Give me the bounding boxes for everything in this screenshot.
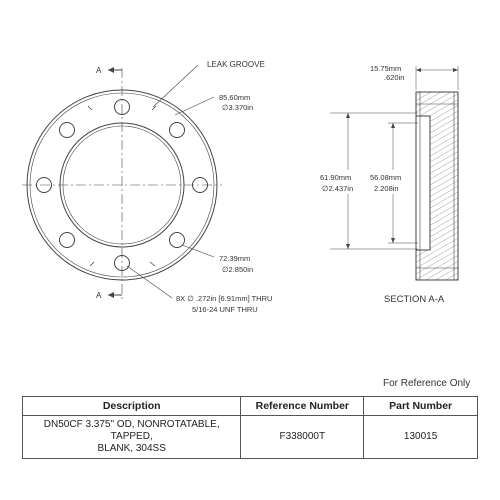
- reference-note: For Reference Only: [383, 378, 471, 389]
- section-title: SECTION A-A: [384, 294, 445, 305]
- holes-note-line2: 5/16-24 UNF THRU: [192, 305, 258, 314]
- cell-description: [23, 416, 241, 459]
- section-marker-bottom: A: [96, 291, 102, 300]
- section-marker-top: A: [96, 66, 102, 75]
- thickness-dim-mm: 15.75mm: [370, 64, 402, 73]
- holes-note-line1: 8X ∅ .272in [6.91mm] THRU: [176, 294, 273, 303]
- knife-edge-dim-in: ∅2.437in: [322, 184, 354, 193]
- parts-table: [22, 396, 478, 459]
- front-view: [22, 65, 222, 300]
- bc-dim-mm: 72.39mm: [219, 254, 251, 263]
- bolt-hole: [170, 123, 185, 138]
- od-leader: [175, 97, 214, 115]
- od-dim-mm: 85.60mm: [219, 93, 251, 102]
- table-row: [23, 416, 478, 459]
- od-dim-in: ∅3.370in: [222, 103, 254, 112]
- table-header-row: [23, 397, 478, 416]
- header-part-number: Part Number: [364, 397, 478, 416]
- thickness-dim-in: .620in: [384, 73, 405, 82]
- leak-groove-leader: [153, 65, 198, 107]
- leak-groove-label: LEAK GROOVE: [207, 60, 265, 69]
- knife-edge-dim-mm: 61.90mm: [320, 173, 352, 182]
- cell-part-number: 130015: [364, 416, 478, 459]
- bore-relief: [416, 116, 430, 250]
- description-line1: DN50CF 3.375" OD, NONROTATABLE, TAPPED,: [43, 419, 220, 442]
- header-description: Description: [23, 397, 241, 416]
- bc-leader: [182, 245, 214, 257]
- bolt-hole: [60, 123, 75, 138]
- description-line2: BLANK, 304SS: [97, 443, 166, 454]
- bc-dim-in: ∅2.850in: [222, 265, 254, 274]
- bore-dim-mm: 56.08mm: [370, 173, 402, 182]
- cell-reference-number: F338000T: [241, 416, 364, 459]
- holes-leader: [127, 266, 172, 298]
- bore-dim-in: 2.208in: [374, 184, 399, 193]
- header-reference-number: Reference Number: [241, 397, 364, 416]
- bolt-hole: [60, 233, 75, 248]
